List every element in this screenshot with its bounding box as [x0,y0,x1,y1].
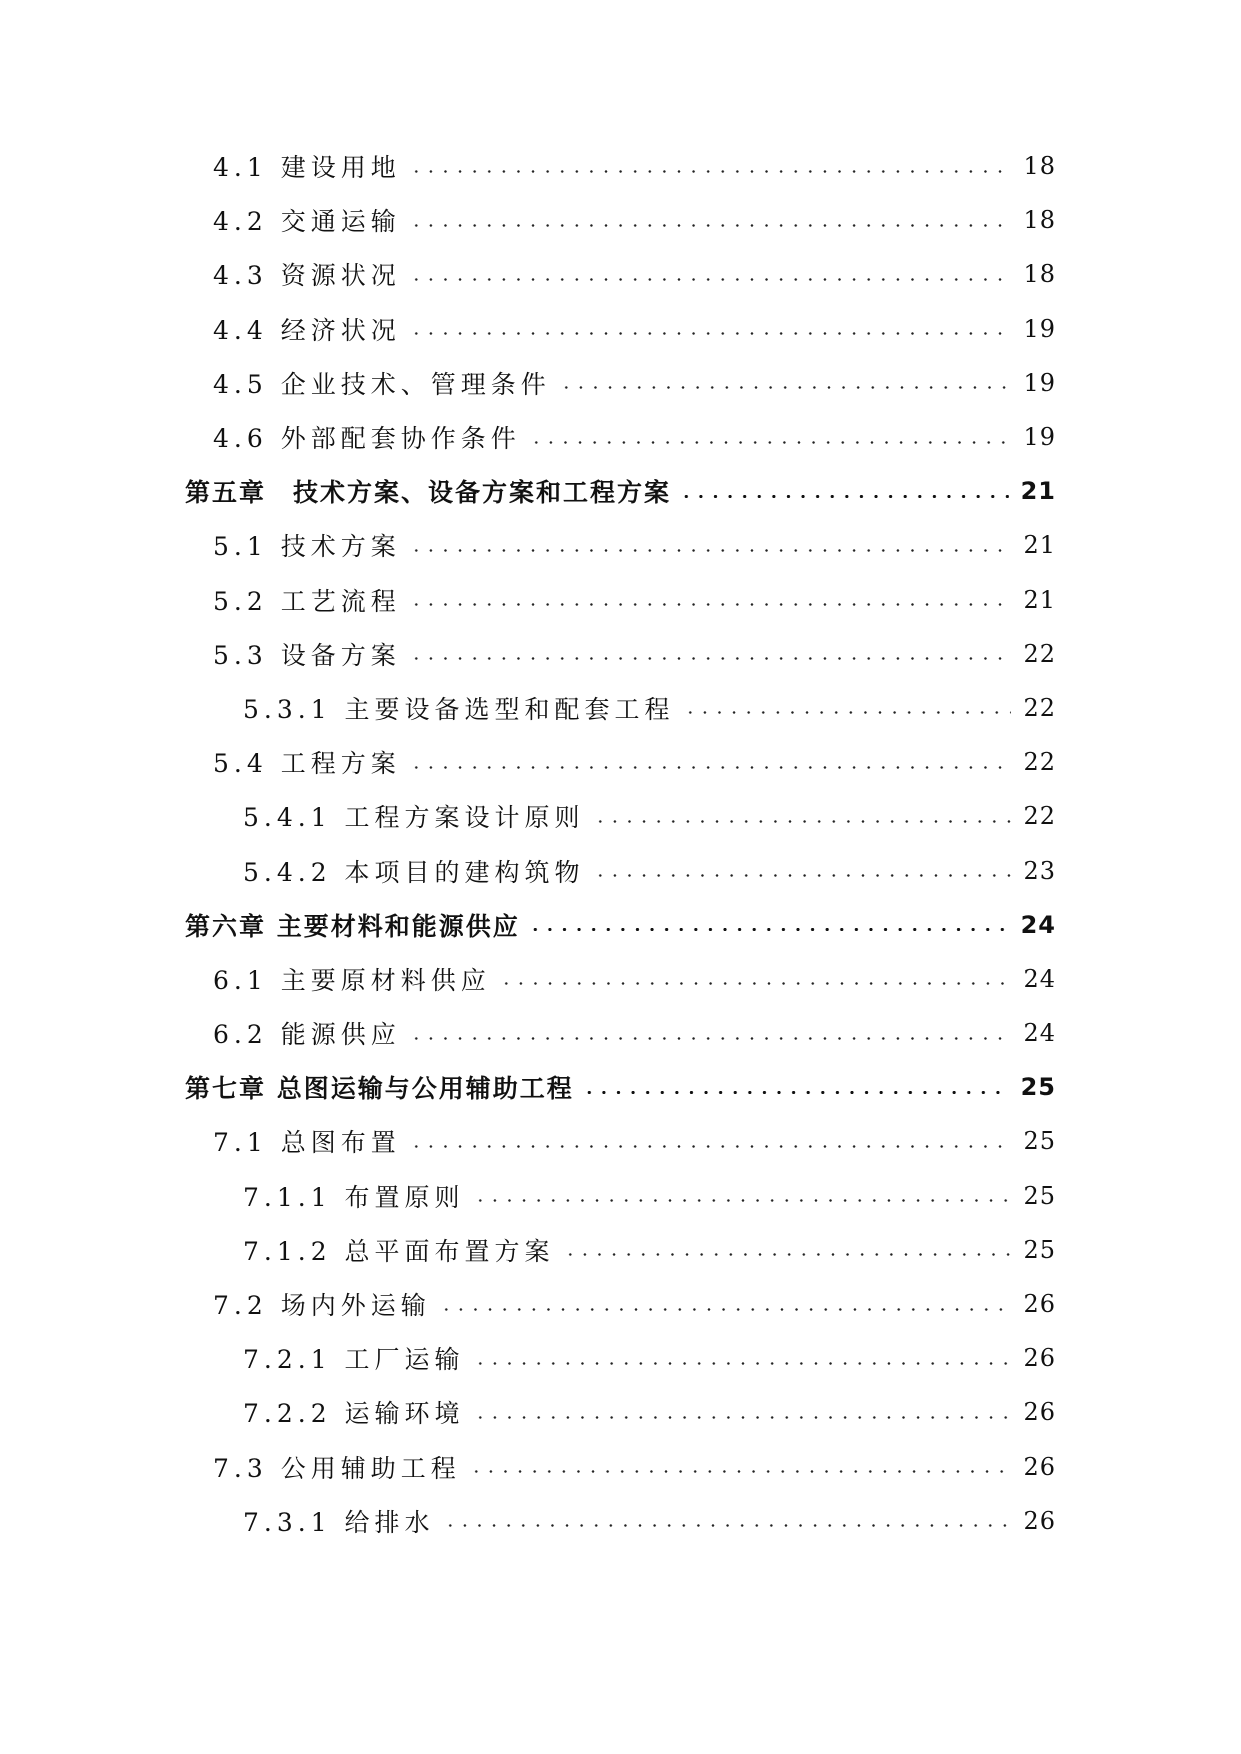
toc-section-entry[interactable] [0,1331,1241,1385]
toc-entry-title: 7.1 总图布置 [213,1128,401,1158]
dot-leader [529,441,1012,444]
toc-entry-title: 第六章 主要材料和能源供应 [185,911,520,941]
toc-section-entry[interactable] [0,627,1241,681]
toc-page-number: 26 [1023,1506,1056,1535]
toc-section-entry[interactable] [0,193,1241,247]
toc-page-number: 21 [1020,477,1056,506]
toc-section-entry[interactable] [0,1385,1241,1439]
toc-entry-title: 5.2 工艺流程 [213,586,401,616]
toc-entry-title: 7.2 场内外运输 [213,1291,431,1321]
dot-leader [582,1091,1009,1094]
toc-section-entry[interactable] [0,843,1241,897]
dot-leader [409,657,1012,660]
toc-page-number: 22 [1023,693,1056,722]
dot-leader [593,874,1012,877]
toc-entry-title: 4.1 建设用地 [213,153,401,183]
toc-section-entry[interactable] [0,789,1241,843]
toc-page-number: 25 [1023,1181,1056,1210]
toc-section-entry[interactable] [0,1440,1241,1494]
toc-chapter-entry[interactable] [0,1060,1241,1114]
toc-entry-title: 5.4.2 本项目的建构筑物 [243,857,585,887]
dot-leader [409,603,1012,606]
dot-leader [559,386,1012,389]
toc-page-number: 21 [1023,585,1056,614]
toc-chapter-entry[interactable] [0,464,1241,518]
toc-section-entry[interactable] [0,1223,1241,1277]
toc-entry-title: 7.3.1 给排水 [243,1507,435,1537]
toc-page-number: 18 [1023,206,1056,235]
toc-entry-title: 5.1 技术方案 [213,532,401,562]
toc-page-number: 18 [1023,152,1056,181]
toc-page-number: 22 [1023,748,1056,777]
dot-leader [593,820,1012,823]
dot-leader [469,1470,1012,1473]
dot-leader [443,1524,1012,1527]
dot-leader [409,1037,1012,1040]
toc-page-number: 18 [1023,260,1056,289]
toc-page-number: 25 [1020,1073,1056,1102]
toc-entry-title: 7.2.1 工厂运输 [243,1345,465,1375]
toc-page-number: 25 [1023,1235,1056,1264]
dot-leader [409,332,1012,335]
toc-page-number: 24 [1023,1019,1056,1048]
toc-page-number: 19 [1023,423,1056,452]
toc-page-number: 25 [1023,1127,1056,1156]
toc-section-entry[interactable] [0,139,1241,193]
toc-section-entry[interactable] [0,302,1241,356]
dot-leader [409,224,1012,227]
table-of-contents [0,139,1241,1548]
dot-leader [683,711,1012,714]
toc-section-entry[interactable] [0,573,1241,627]
toc-section-entry[interactable] [0,356,1241,410]
toc-page-number: 19 [1023,314,1056,343]
toc-entry-title: 4.5 企业技术、管理条件 [213,369,551,399]
dot-leader [473,1416,1012,1419]
dot-leader [499,982,1012,985]
toc-entry-title: 6.1 主要原材料供应 [213,965,491,995]
toc-entry-title: 4.6 外部配套协作条件 [213,424,521,454]
toc-section-entry[interactable] [0,1169,1241,1223]
dot-leader [409,766,1012,769]
dot-leader [528,928,1009,931]
toc-section-entry[interactable] [0,1277,1241,1331]
toc-entry-title: 5.3 设备方案 [213,640,401,670]
toc-section-entry[interactable] [0,410,1241,464]
toc-page-number: 26 [1023,1290,1056,1319]
toc-section-entry[interactable] [0,952,1241,1006]
toc-entry-title: 5.3.1 主要设备选型和配套工程 [243,694,675,724]
toc-page-number: 24 [1023,964,1056,993]
toc-page-number: 24 [1020,910,1056,939]
toc-entry-title: 第七章 总图运输与公用辅助工程 [185,1074,574,1104]
toc-chapter-entry[interactable] [0,898,1241,952]
toc-entry-title: 7.3 公用辅助工程 [213,1453,461,1483]
toc-entry-title: 6.2 能源供应 [213,1020,401,1050]
toc-page-number: 21 [1023,531,1056,560]
toc-section-entry[interactable] [0,735,1241,789]
toc-entry-title: 4.3 资源状况 [213,261,401,291]
toc-entry-title: 7.1.2 总平面布置方案 [243,1236,555,1266]
dot-leader [409,170,1012,173]
toc-section-entry[interactable] [0,518,1241,572]
toc-page-number: 26 [1023,1452,1056,1481]
toc-page-number: 26 [1023,1344,1056,1373]
toc-entry-title: 5.4.1 工程方案设计原则 [243,803,585,833]
toc-page-number: 19 [1023,368,1056,397]
toc-section-entry[interactable] [0,1114,1241,1168]
dot-leader [409,549,1012,552]
toc-section-entry[interactable] [0,681,1241,735]
toc-entry-title: 7.1.1 布置原则 [243,1182,465,1212]
dot-leader [409,278,1012,281]
toc-section-entry[interactable] [0,1006,1241,1060]
toc-entry-title: 4.4 经济状况 [213,315,401,345]
toc-page-number: 26 [1023,1398,1056,1427]
dot-leader [439,1308,1012,1311]
toc-section-entry[interactable] [0,1494,1241,1548]
toc-page-number: 22 [1023,802,1056,831]
toc-page-number: 23 [1023,856,1056,885]
dot-leader [679,495,1009,498]
dot-leader [473,1362,1012,1365]
toc-entry-title: 第五章 技术方案、设备方案和工程方案 [185,478,672,508]
toc-entry-title: 5.4 工程方案 [213,749,401,779]
toc-page-number: 22 [1023,639,1056,668]
toc-entry-title: 4.2 交通运输 [213,207,401,237]
toc-entry-title: 7.2.2 运输环境 [243,1399,465,1429]
dot-leader [409,1145,1012,1148]
dot-leader [473,1199,1012,1202]
toc-section-entry[interactable] [0,247,1241,301]
dot-leader [563,1253,1012,1256]
